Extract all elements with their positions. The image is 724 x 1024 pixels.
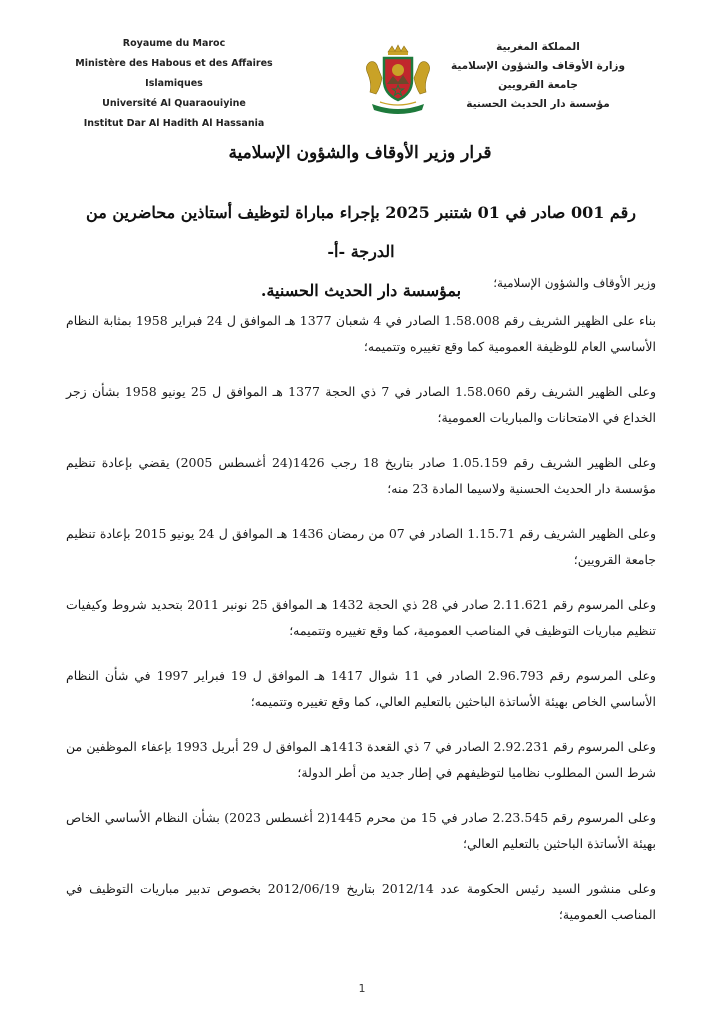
paragraph: وعلى المرسوم رقم 2.92.231 الصادر في 7 ذي القعدة 1413هـ الموافق ل 29 أبريل 1993 بإعفاء الموظفين من شرط السن المطلوب نظاميا لتوظيفهم في إطار جديد من أطر الدولة؛ xyxy=(66,739,656,780)
header-fr-ministry: Ministère des Habous et des Affaires Islamiques xyxy=(75,58,273,89)
header-ar-university: جامعة القرويين xyxy=(498,79,578,91)
decree-subtitle-line2: بمؤسسة دار الحديث الحسنية. xyxy=(260,281,462,300)
paragraph: وعلى المرسوم رقم 2.23.545 صادر في 15 من محرم 1445(2 أغسطس 2023) بشأن النظام الأساسي الخاص بهيئة الأساتذة الباحثين بالتعليم العالي؛ xyxy=(66,810,656,851)
header-ar-kingdom: المملكة المغربية xyxy=(496,41,580,53)
page-number: 1 xyxy=(358,982,366,995)
paragraph: وعلى الظهير الشريف رقم 1.05.159 صادر بتاريخ 18 رجب 1426(24 أغسطس 2005) يقضي بإعادة تنظيم مؤسسة دار الحديث الحسنية ولاسيما المادة 23 منه؛ xyxy=(66,455,657,496)
paragraph: وعلى المرسوم رقم 2.11.621 صادر في 28 ذي الحجة 1432 هـ الموافق 25 نونبر 2011 بتحديد شروط وكيفيات تنظيم مباريات التوظيف في المناصب العمومية، كما وقع تغييره وتتميمه؛ xyxy=(66,597,656,638)
paragraph: وعلى المرسوم رقم 2.96.793 الصادر في 11 شوال 1417 هـ الموافق ل 19 فبراير 1997 في شأن النظام الأساسي الخاص بهيئة الأساتذة الباحثين بالتعليم العالي، كما وقع تغييره وتتميمه؛ xyxy=(66,668,656,709)
header-ar-ministry: وزارة الأوقاف والشؤون الإسلامية xyxy=(450,60,626,72)
decree-subtitle-line1: رقم 001 صادر في 01 شتنبر 2025 بإجراء مباراة لتوظيف أستاذين محاضرين من الدرجة -أ- xyxy=(86,203,636,261)
header-french xyxy=(68,34,280,134)
paragraph: وعلى الظهير الشريف رقم 1.58.060 الصادر في 7 ذي الحجة 1377 هـ الموافق ل 25 يونيو 1958 بشأن زجر الخداع في الامتحانات والمباريات العمومية؛ xyxy=(66,384,656,425)
paragraph: وعلى الظهير الشريف رقم 1.15.71 الصادر في 07 من رمضان 1436 هـ الموافق ل 24 يونيو 2015 بإعادة تنظيم جامعة القرويين؛ xyxy=(66,526,656,567)
header-ar-institute: مؤسسة دار الحديث الحسنية xyxy=(466,98,610,110)
decree-body xyxy=(66,270,656,947)
paragraph: بناء على الظهير الشريف رقم 1.58.008 الصادر في 4 شعبان 1377 هـ الموافق ل 24 فبراير 1958 بمثابة النظام الأساسي العام للوظيفة العمومية كما وقع تغييره وتتميمه؛ xyxy=(66,313,656,354)
paragraph: وعلى منشور السيد رئيس الحكومة عدد 2012/14 بتاريخ 2012/06/19 بخصوص تدبير مباريات التوظيف في المناصب العمومية؛ xyxy=(66,881,656,922)
header-arabic xyxy=(438,38,638,114)
decree-title: قرار وزير الأوقاف والشؤون الإسلامية xyxy=(228,143,492,163)
paragraph-preamble: وزير الأوقاف والشؤون الإسلامية؛ xyxy=(493,276,656,290)
header-fr-kingdom: Royaume du Maroc xyxy=(122,38,226,49)
header-fr-institute: Institut Dar Al Hadith Al Hassania xyxy=(83,118,265,129)
header-fr-university: Université Al Quaraouiyine xyxy=(102,98,246,109)
moroccan-coat-of-arms-icon xyxy=(358,44,438,116)
